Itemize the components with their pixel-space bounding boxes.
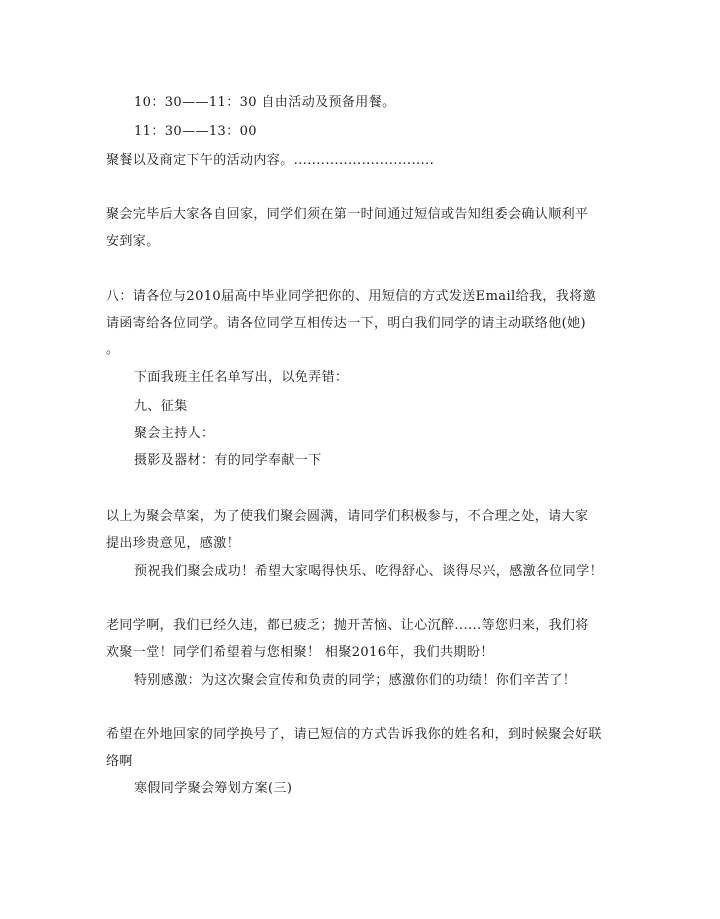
draft-paragraph-line-2: 提出珍贵意见，感激！	[106, 536, 241, 551]
draft-paragraph-line-1: 以上为聚会草案，为了使我们聚会圆满，请同学们积极参与，不合理之处，请大家	[106, 509, 589, 524]
closing-paragraph-line-2: 安到家。	[106, 234, 160, 249]
section-eight-line-3: 。	[106, 342, 120, 357]
photography-line: 摄影及器材：有的同学奉献一下	[134, 453, 322, 468]
old-classmates-line-2: 欢聚一堂！同学们希望着与您相聚！ 相聚2016年，我们共期盼！	[106, 645, 494, 660]
section-eight-line-2: 请函寄给各位同学。请各位同学互相传达一下，明白我们同学的请主动联络他(她)	[106, 316, 586, 331]
teacher-list-note: 下面我班主任名单写出，以免弄错：	[134, 370, 349, 385]
special-thanks-line: 特别感激：为这次聚会宣传和负责的同学；感激你们的功绩！你们辛苦了！	[134, 673, 577, 688]
phone-change-line-1: 希望在外地回家的同学换号了，请已短信的方式告诉我你的姓名和，到时候聚会好联	[106, 727, 602, 742]
schedule-line-2: 11：30——13：00	[134, 124, 257, 139]
old-classmates-line-1: 老同学啊，我们已经久违，都已疲乏；抛开苦恼、让心沉醉......等您归来，我们将	[106, 618, 589, 633]
phone-change-line-2: 络啊	[106, 754, 133, 769]
wishes-line: 预祝我们聚会成功！希望大家喝得快乐、吃得舒心、谈得尽兴，感激各位同学！	[134, 564, 604, 579]
next-plan-title: 寒假同学聚会筹划方案(三)	[134, 781, 293, 796]
schedule-line-3: 聚餐以及商定下午的活动内容。...............................	[106, 153, 435, 168]
section-eight-line-1: 八：请各位与2010届高中毕业同学把你的、用短信的方式发送Email给我，我将邀	[106, 289, 596, 304]
schedule-line-1: 10：30——11：30 自由活动及预备用餐。	[134, 95, 396, 110]
section-nine-heading: 九、征集	[134, 399, 188, 414]
host-line: 聚会主持人：	[134, 426, 215, 441]
closing-paragraph-line-1: 聚会完毕后大家各自回家，同学们须在第一时间通过短信或告知组委会确认顺利平	[106, 207, 589, 222]
